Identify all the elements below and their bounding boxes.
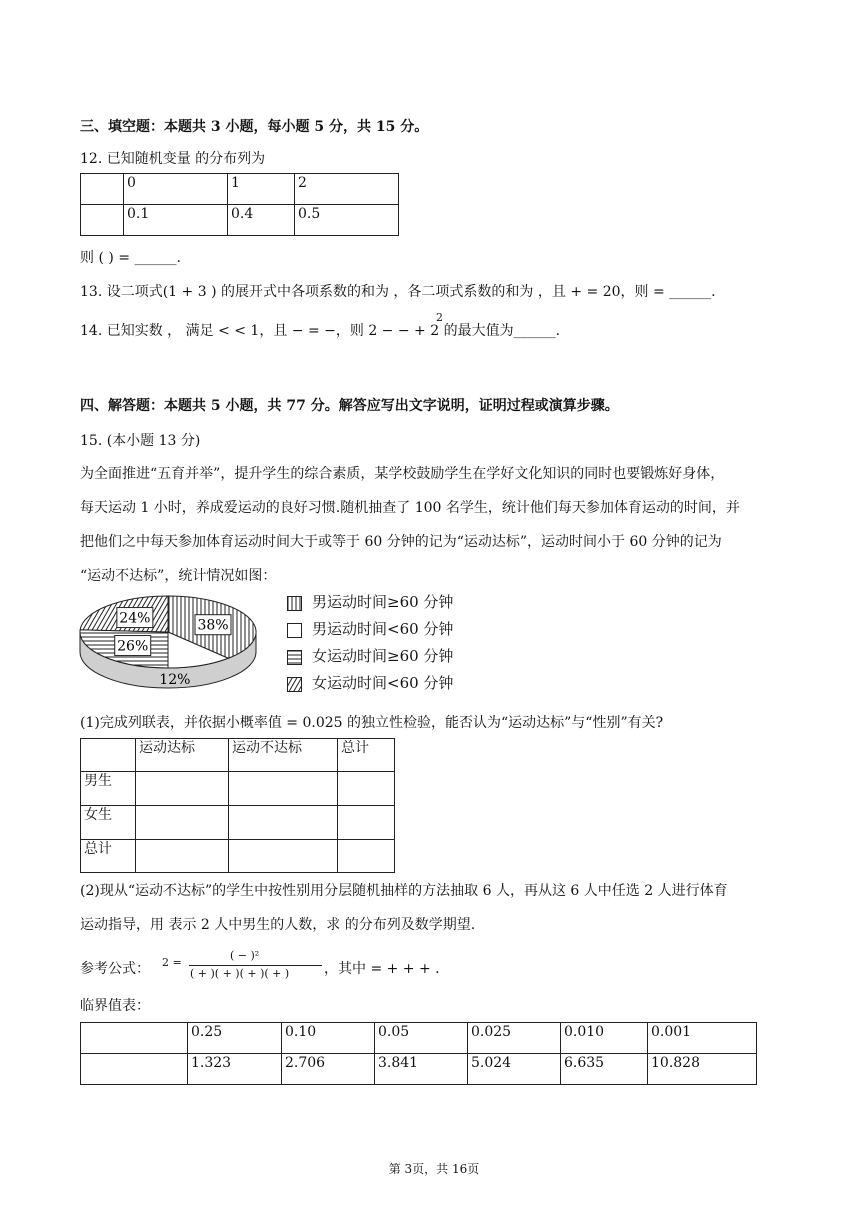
q15-paragraph-line: “运动不达标”，统计情况如图： bbox=[80, 568, 277, 584]
q15-part2-line: (2)现从“运动不达标”的学生中按性别用分层随机抽样的方法抽取 6 人，再从这 6 人中任选 2 人进行体育 bbox=[80, 883, 728, 899]
formula-prefix: 参考公式： bbox=[80, 961, 150, 977]
section3-heading: 三、填空题：本题共 3 小题，每小题 5 分，共 15 分。 bbox=[80, 119, 429, 135]
pie-chart bbox=[76, 592, 266, 704]
q12-answer-line: 则 ( ) = ______. bbox=[80, 250, 181, 266]
table-cell bbox=[338, 806, 395, 840]
q15-label: 15. (本小题 13 分) bbox=[80, 433, 201, 449]
table-cell: 男生 bbox=[81, 772, 136, 806]
q14-text: 14. 已知实数 ， 满足 < < 1，且 − = −，则 2 − − + 2 的最大值为______. bbox=[80, 323, 561, 339]
legend-swatch-vertical bbox=[287, 596, 302, 611]
q15-paragraph-line: 每天运动 1 小时，养成爱运动的良好习惯.随机抽查了 100 名学生，统计他们每天参加体育运动的时间，并 bbox=[80, 500, 740, 516]
table-cell: 6.635 bbox=[561, 1054, 648, 1085]
q12-stem: 12. 已知随机变量 的分布列为 bbox=[80, 151, 266, 167]
table-cell: 2.706 bbox=[282, 1054, 375, 1085]
legend-label: 男运动时间≥60 分钟 bbox=[312, 593, 454, 611]
q12-distribution-table bbox=[80, 173, 399, 236]
formula-numerator: ( − )² bbox=[230, 949, 260, 962]
table-cell bbox=[81, 1023, 188, 1054]
legend-swatch-horizontal bbox=[287, 650, 302, 665]
fraction-bar bbox=[189, 965, 322, 966]
q15-part1: (1)完成列联表，并依据小概率值 = 0.025 的独立性检验，能否认为“运动达标”与“性别”有关? bbox=[80, 715, 664, 731]
q15-paragraph-line: 把他们之中每天参加体育运动时间大于或等于 60 分钟的记为“运动达标”，运动时间小于 60 分钟的记为 bbox=[80, 534, 722, 550]
critical-value-table bbox=[80, 1022, 757, 1085]
table-cell: 1 bbox=[228, 174, 295, 205]
pie-slice-label: 38% bbox=[197, 617, 229, 634]
section4-heading: 四、解答题：本题共 5 小题，共 77 分。解答应写出文字说明，证明过程或演算步骤。 bbox=[80, 398, 619, 414]
table-cell: 运动不达标 bbox=[229, 739, 338, 772]
legend-label: 男运动时间<60 分钟 bbox=[312, 620, 454, 638]
table-cell: 总计 bbox=[338, 739, 395, 772]
legend-label: 女运动时间≥60 分钟 bbox=[312, 647, 454, 665]
table-cell: 10.828 bbox=[648, 1054, 757, 1085]
table-cell: 0.5 bbox=[295, 205, 399, 236]
pie-slice-label: 24% bbox=[119, 610, 151, 627]
table-cell: 0 bbox=[124, 174, 228, 205]
table-cell bbox=[229, 806, 338, 840]
table-cell: 女生 bbox=[81, 806, 136, 840]
table-cell: 0.001 bbox=[648, 1023, 757, 1054]
table-cell: 0.10 bbox=[282, 1023, 375, 1054]
critical-value-label: 临界值表： bbox=[80, 998, 150, 1014]
table-cell: 0.025 bbox=[468, 1023, 561, 1054]
q15-part2-line: 运动指导，用 表示 2 人中男生的人数，求 的分布列及数学期望. bbox=[80, 917, 476, 933]
page-number: 第 3页，共 16页 bbox=[388, 1162, 480, 1176]
table-cell bbox=[81, 205, 124, 236]
table-cell: 0.25 bbox=[188, 1023, 282, 1054]
table-cell: 5.024 bbox=[468, 1054, 561, 1085]
table-cell bbox=[338, 772, 395, 806]
table-cell bbox=[229, 772, 338, 806]
contingency-table bbox=[80, 738, 395, 873]
table-cell bbox=[136, 772, 229, 806]
table-cell: 运动达标 bbox=[136, 739, 229, 772]
formula-suffix: ，其中 = + + + . bbox=[324, 961, 440, 977]
table-cell bbox=[229, 840, 338, 873]
table-cell: 0.05 bbox=[375, 1023, 468, 1054]
table-cell: 0.1 bbox=[124, 205, 228, 236]
table-cell: 总计 bbox=[81, 840, 136, 873]
table-cell bbox=[81, 1054, 188, 1085]
table-cell: 0.010 bbox=[561, 1023, 648, 1054]
q13-text: 13. 设二项式(1 + 3 ) 的展开式中各项系数的和为 ，各二项式系数的和为 ，且 + = 20，则 = ______. bbox=[80, 284, 716, 300]
table-cell bbox=[136, 840, 229, 873]
table-cell bbox=[81, 174, 124, 205]
table-cell: 3.841 bbox=[375, 1054, 468, 1085]
q14-superscript: 2 bbox=[436, 311, 443, 324]
table-cell bbox=[81, 739, 136, 772]
legend-swatch-blank bbox=[287, 623, 302, 638]
formula-denominator: ( + )( + )( + )( + ) bbox=[190, 967, 290, 980]
pie-slice-label: 26% bbox=[117, 638, 149, 655]
legend-swatch-diagonal bbox=[287, 677, 302, 692]
table-cell bbox=[136, 806, 229, 840]
formula-lhs: 2 = bbox=[162, 956, 182, 969]
table-cell: 2 bbox=[295, 174, 399, 205]
q15-paragraph-line: 为全面推进“五育并举”，提升学生的综合素质，某学校鼓励学生在学好文化知识的同时也要锻炼好身体， bbox=[80, 466, 725, 482]
table-cell bbox=[338, 840, 395, 873]
pie-slice-label: 12% bbox=[159, 672, 191, 689]
legend-label: 女运动时间<60 分钟 bbox=[312, 674, 454, 692]
table-cell: 0.4 bbox=[228, 205, 295, 236]
table-cell: 1.323 bbox=[188, 1054, 282, 1085]
